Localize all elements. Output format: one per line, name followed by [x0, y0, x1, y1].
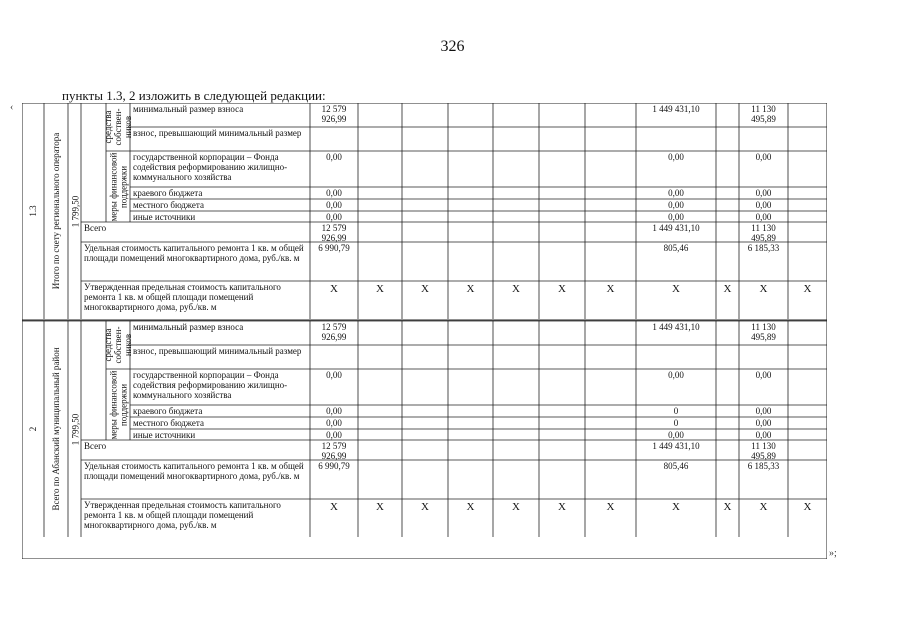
- value-fund-v1: 0,00: [326, 370, 342, 380]
- x-mark-cell: Х: [512, 501, 520, 513]
- value-min-v2: 1 449 431,10: [652, 104, 700, 114]
- value-other-v2: 0,00: [668, 430, 684, 440]
- block-number: 2: [28, 426, 38, 432]
- block-number: 1.3: [28, 205, 38, 217]
- x-mark-cell: Х: [803, 501, 812, 513]
- value-unit-v3: 6 185,33: [747, 461, 780, 471]
- x-mark-cell: Х: [330, 501, 338, 513]
- x-mark-cell: Х: [466, 283, 475, 295]
- value-local-v3: 0,00: [755, 200, 772, 210]
- x-mark-cell: Х: [672, 501, 680, 513]
- value-local-v2: 0,00: [668, 200, 684, 210]
- x-mark-cell: Х: [558, 283, 566, 295]
- x-mark-cell: Х: [803, 283, 812, 295]
- value-min-v3: 11 130 495,89: [751, 322, 776, 342]
- value-regional-v3: 0,00: [755, 188, 772, 198]
- value-total-v1: 12 579 926,99: [321, 223, 347, 243]
- row-label-other: иные источники: [133, 212, 196, 222]
- x-mark-cell: Х: [512, 283, 520, 295]
- value-fund-v2: 0,00: [668, 370, 684, 380]
- x-mark-cell: Х: [558, 501, 566, 513]
- value-other-v2: 0,00: [668, 212, 684, 222]
- x-mark-cell: Х: [421, 283, 429, 295]
- row-label-regional: краевого бюджета: [133, 406, 203, 416]
- x-mark-cell: Х: [376, 283, 384, 295]
- support-group-label: меры финансовой поддержки: [108, 370, 128, 439]
- row-label-unit: Удельная стоимость капитального ремонта 1 кв. м общей площади помещений многоквартирного дома, руб./кв. м: [84, 243, 304, 263]
- x-mark-cell: Х: [759, 501, 768, 513]
- cost-table: [22, 103, 827, 559]
- row-label-total: Всего: [84, 223, 107, 233]
- value-regional-v2: 0: [673, 406, 679, 416]
- value-total-v2: 1 449 431,10: [652, 441, 700, 451]
- owners-group-label: средства собствен-ников: [103, 326, 133, 364]
- row-label-total: Всего: [84, 441, 107, 451]
- value-unit-v3: 6 185,33: [747, 243, 780, 253]
- row-label-fund: государственной корпорации – Фонда содействия реформированию жилищно-коммунального хозяйства: [133, 370, 288, 400]
- x-mark-cell: Х: [759, 283, 768, 295]
- row-label-limit: Утвержденная предельная стоимость капитального ремонта 1 кв. м общей площади помещений многоквартирного дома, руб./кв. м: [84, 500, 281, 530]
- value-fund-v3: 0,00: [755, 152, 772, 162]
- intro-text: пункты 1.3, 2 изложить в следующей редакции:: [62, 88, 326, 103]
- x-mark-cell: Х: [466, 501, 475, 513]
- value-total-v1: 12 579 926,99: [321, 441, 347, 461]
- x-mark-cell: Х: [421, 501, 429, 513]
- row-label-local: местного бюджета: [133, 200, 204, 210]
- value-total-v3: 11 130 495,89: [751, 223, 776, 243]
- value-unit-v2: 805,46: [663, 243, 689, 253]
- value-fund-v1: 0,00: [326, 152, 342, 162]
- x-mark-cell: Х: [606, 283, 615, 295]
- row-label-fund: государственной корпорации – Фонда содействия реформированию жилищно-коммунального хозяйства: [133, 152, 288, 182]
- block-label: Всего по Абанский муниципальный район: [51, 347, 61, 511]
- value-unit-v1: 6 990,79: [318, 461, 350, 471]
- value-min-v1: 12 579 926,99: [321, 104, 347, 124]
- row-label-local: местного бюджета: [133, 418, 204, 428]
- value-regional-v1: 0,00: [326, 406, 342, 416]
- row-label-limit: Утвержденная предельная стоимость капитального ремонта 1 кв. м общей площади помещений многоквартирного дома, руб./кв. м: [84, 282, 281, 312]
- page-number: 326: [440, 38, 465, 55]
- x-mark-cell: Х: [330, 283, 338, 295]
- end-mark: »;: [829, 548, 837, 559]
- row-label-min: минимальный размер взноса: [133, 104, 244, 114]
- value-min-v1: 12 579 926,99: [321, 322, 347, 342]
- row-label-other: иные источники: [133, 430, 196, 440]
- x-mark-cell: Х: [672, 283, 680, 295]
- margin-mark: ‹: [10, 102, 14, 113]
- row-label-unit: Удельная стоимость капитального ремонта 1 кв. м общей площади помещений многоквартирного дома, руб./кв. м: [84, 461, 304, 481]
- value-local-v2: 0: [673, 418, 679, 428]
- x-mark-cell: Х: [376, 501, 384, 513]
- value-unit-v1: 6 990,79: [318, 243, 350, 253]
- row-label-excess: взнос, превышающий минимальный размер: [133, 128, 302, 138]
- value-total-v3: 11 130 495,89: [751, 441, 776, 461]
- value-fund-v2: 0,00: [668, 152, 684, 162]
- support-group-label: меры финансовой поддержки: [108, 152, 128, 221]
- value-min-v2: 1 449 431,10: [652, 322, 700, 332]
- value-local-v1: 0,00: [326, 200, 342, 210]
- x-mark-cell: Х: [606, 501, 615, 513]
- value-local-v1: 0,00: [326, 418, 342, 428]
- x-mark-cell: Х: [723, 283, 732, 295]
- value-regional-v1: 0,00: [326, 188, 342, 198]
- value-other-v3: 0,00: [755, 212, 772, 222]
- value-total-v2: 1 449 431,10: [652, 223, 700, 233]
- row-label-regional: краевого бюджета: [133, 188, 203, 198]
- owners-group-label: средства собствен-ников: [103, 108, 133, 146]
- value-other-v3: 0,00: [755, 430, 772, 440]
- x-mark-cell: Х: [723, 501, 732, 513]
- block-area: 1 799,50: [69, 195, 80, 227]
- block-label: Итого по счету регионального оператора: [51, 132, 61, 290]
- value-other-v1: 0,00: [326, 212, 342, 222]
- value-fund-v3: 0,00: [755, 370, 772, 380]
- value-regional-v3: 0,00: [755, 406, 772, 416]
- value-regional-v2: 0,00: [668, 188, 684, 198]
- value-other-v1: 0,00: [326, 430, 342, 440]
- value-local-v3: 0,00: [755, 418, 772, 428]
- row-label-excess: взнос, превышающий минимальный размер: [133, 346, 302, 356]
- value-min-v3: 11 130 495,89: [751, 104, 776, 124]
- value-unit-v2: 805,46: [663, 461, 689, 471]
- block-area: 1 799,50: [69, 413, 80, 445]
- row-label-min: минимальный размер взноса: [133, 322, 244, 332]
